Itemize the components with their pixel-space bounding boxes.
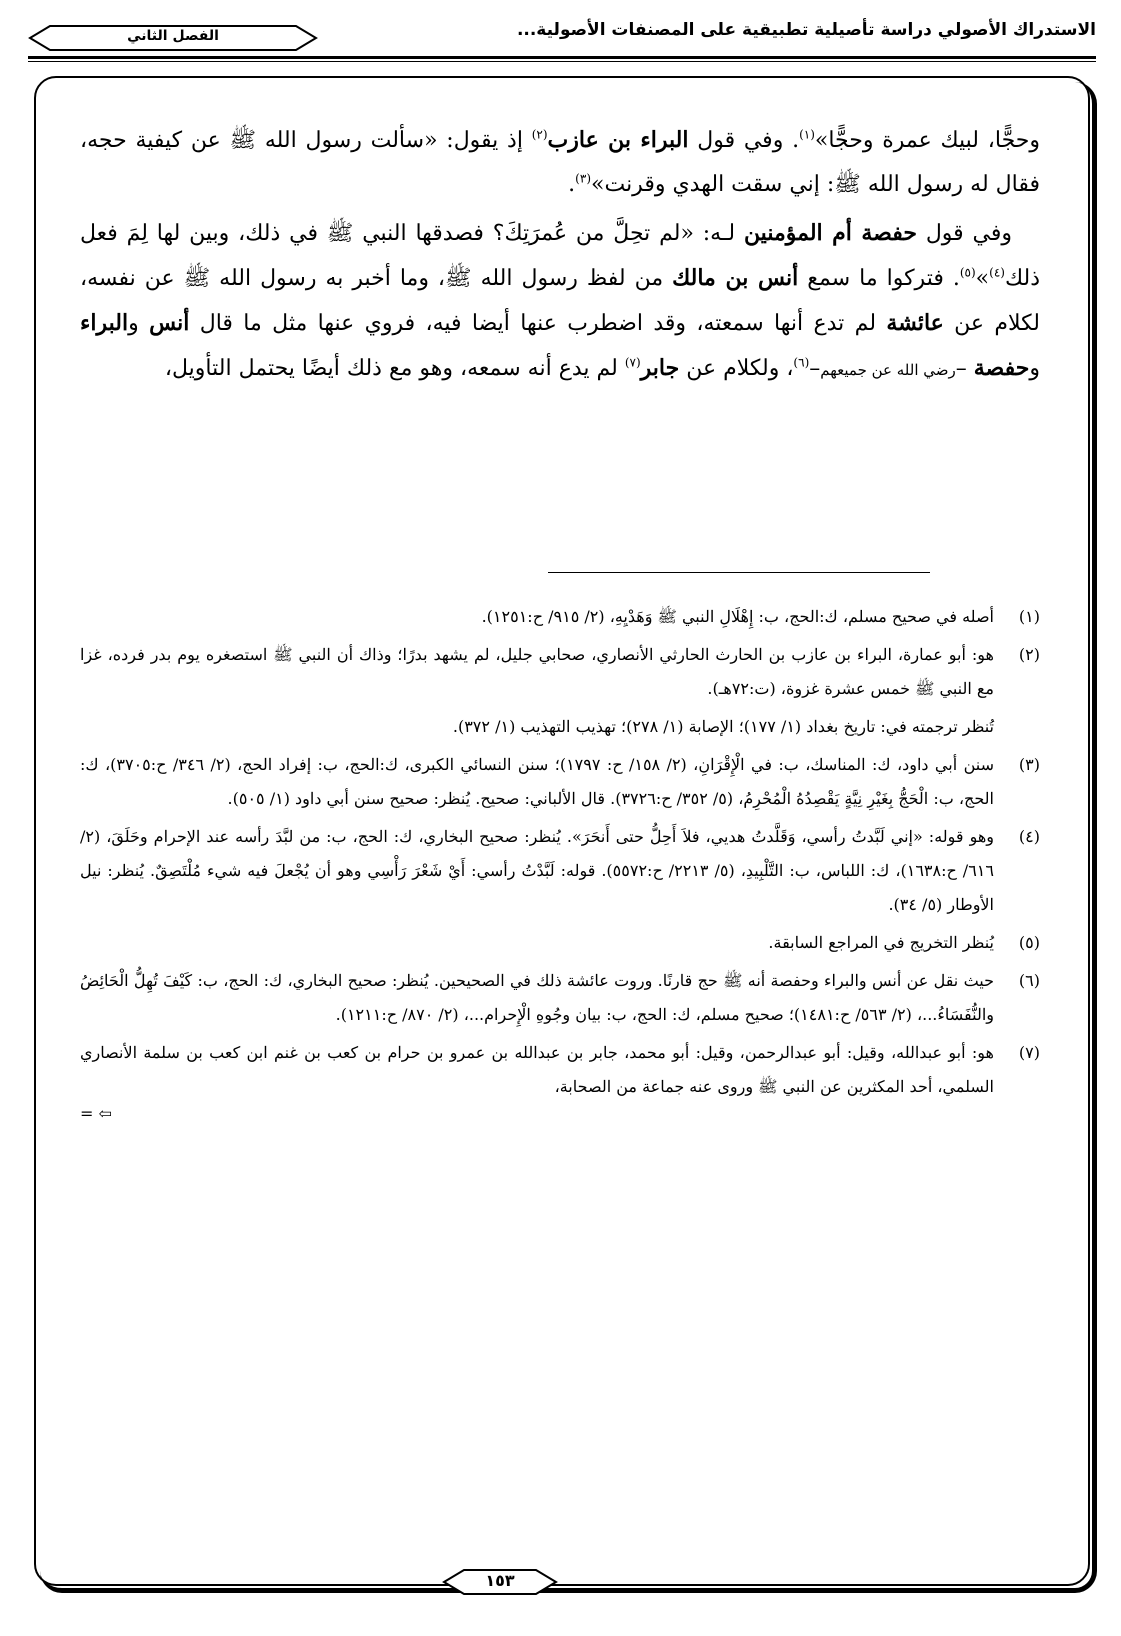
footnote-6 — [80, 964, 1040, 1032]
page-number: ١٥٣ — [485, 1571, 515, 1590]
text-run: لم تدع أنها سمعته، وقد اضطرب عنها أيضا فيه، فروي عنها مثل ما قال — [189, 311, 887, 336]
footnote-number: (٢) — [1018, 645, 1040, 664]
text-run: لم يدع أنه سمعه، وهو مع ذلك أيضًا يحتمل التأويل، — [164, 356, 625, 381]
footnote-text: حيث نقل عن أنس والبراء وحفصة أنه ﷺ حج قارنًا. وروت عائشة ذلك في الصحيحين. يُنظر: صحيح البخاري، ك: الحج، ب: كَيْفَ تُهِلُّ الْحَائِضُ والنُّفَسَاءُ...، (٢/ ٥٦٣/ ح:١٤٨١)؛ صحيح مسلم، ك: الحج، ب: بيان وجُوهِ الْإِحرام...، (٢/ ٨٧٠/ ح:١٢١١). — [80, 971, 994, 1024]
text-run: » — [975, 266, 990, 291]
footnote-ref[interactable]: (٣) — [575, 171, 591, 186]
text-run: إذ يقول: «سألت رسول الله ﷺ عن كيفية حجه، فقال له رسول الله ﷺ: إني سقت الهدي وقرنت» — [80, 128, 1040, 197]
footnote-ref[interactable]: (٤) — [989, 265, 1005, 280]
footnote-4 — [80, 820, 1040, 922]
text-run: ، ولكلام عن — [679, 356, 794, 381]
text-run: . وفي قول — [688, 128, 800, 153]
footnote-1 — [80, 600, 1040, 634]
text-run: وحجًّا، لبيك عمرة وحجًّا» — [814, 128, 1040, 153]
honorific: رضي الله عن جميعهم — [820, 361, 956, 379]
footnote-text: يُنظر التخريج في المراجع السابقة. — [768, 933, 994, 952]
footnote-number: (٥) — [1018, 933, 1040, 952]
chapter-label: الفصل الثاني — [127, 28, 219, 44]
footnote-7 — [80, 1036, 1040, 1124]
page-header — [28, 16, 1096, 56]
footnote-number: (١) — [1018, 607, 1040, 626]
chapter-tab — [28, 24, 318, 52]
page-number-badge — [440, 1567, 560, 1597]
name-highlight: أنس — [149, 310, 190, 336]
footnote-number: (٧) — [1018, 1043, 1040, 1062]
name-highlight: حفصة — [973, 355, 1030, 381]
text-run: – — [809, 356, 821, 381]
footnote-text: هو: أبو عبدالله، وقيل: أبو عبدالرحمن، وقيل: أبو محمد، جابر بن عبدالله بن عمرو بن حرام بن كعب بن غنم ابن كعب بن سلمة الأنصاري السلمي، أحد المكثرين عن النبي ﷺ وروى عنه جماعة من الصحابة، — [80, 1043, 994, 1096]
name-highlight: البراء بن عازب — [547, 127, 689, 153]
running-title: الاستدراك الأصولي دراسة تأصيلية تطبيقية على المصنفات الأصولية... — [516, 20, 1096, 40]
name-highlight: البراء — [80, 310, 129, 336]
text-run: وفي قول — [916, 221, 1012, 246]
footnote-ref[interactable]: (٢) — [531, 127, 548, 142]
text-run: و — [1029, 356, 1040, 381]
footnote-3 — [80, 748, 1040, 816]
text-run: و — [128, 311, 150, 336]
footnote-number: (٤) — [1018, 827, 1040, 846]
name-highlight: أنس بن مالك — [672, 265, 799, 291]
footnote-ref[interactable]: (١) — [799, 127, 815, 142]
footnote-2 — [80, 638, 1040, 744]
footnote-text: تُنظر ترجمته في: تاريخ بغداد (١/ ١٧٧)؛ الإصابة (١/ ٢٧٨)؛ تهذيب التهذيب (١/ ٣٧٢). — [452, 717, 994, 736]
text-run: – — [955, 356, 974, 381]
name-highlight: جابر — [640, 355, 680, 381]
name-highlight: حفصة أم المؤمنين — [743, 220, 917, 246]
footnote-5 — [80, 926, 1040, 960]
text-run: لـه: «لم تحِلَّ من عُمرَتِكَ؟ فصدقها النبي ﷺ في ذلك، وبين لها لِمَ فعل ذلك — [80, 221, 1041, 291]
footnote-number: (٦) — [1018, 971, 1040, 990]
paragraph-2 — [80, 211, 1040, 392]
text-run: من لفظ رسول الله ﷺ، وما أخبر به رسول الله ﷺ عن نفسه، لكلام عن — [80, 266, 1040, 336]
footnote-text: أصله في صحيح مسلم، ك:الحج، ب: إِهْلَالِ النبي ﷺ وَهَدْيِهِ، (٢/ ٩١٥/ ح:١٢٥١). — [481, 607, 994, 626]
footnote-ref[interactable]: (٥) — [959, 265, 976, 280]
footnote-ref[interactable]: (٧) — [624, 355, 641, 370]
text-run: . فتركوا ما سمع — [798, 266, 960, 291]
header-rule — [28, 56, 1096, 59]
main-text — [80, 118, 1040, 396]
footnote-ref[interactable]: (٦) — [793, 355, 810, 370]
paragraph-1 — [80, 118, 1040, 207]
footnote-text: هو: أبو عمارة، البراء بن عازب بن الحارث الحارثي الأنصاري، صحابي جليل، لم يشهد بدرًا؛ وذاك أن النبي ﷺ استصغره يوم بدر فرده، غزا مع النبي ﷺ خمس عشرة غزوة، (ت:٧٢هـ). — [80, 645, 994, 698]
continue-arrow-icon: = ⇦ — [80, 1104, 112, 1123]
footnote-separator — [548, 572, 930, 573]
footnotes — [80, 600, 1040, 1128]
header-rule-thin — [28, 61, 1096, 62]
text-run: . — [568, 172, 576, 197]
footnote-text: وهو قوله: «إني لَبَّدتُ رأسي، وَقَلَّدتُ هديي، فلاَ أَحِلُّ حتى أَنحَرَ». يُنظر: صحيح البخاري، ك: الحج، ب: من لبَّدَ رأسه عند الإحرام وحَلَقَ، (٢/ ٦١٦/ ح:١٦٣٨)، ك: اللباس، ب: التَّلْبِيدِ، (٥/ ٢٢١٣/ ح:٥٥٧٢). قوله: لَبَّدْتُ رأسي: أَيْ شَعْرَ رَأْسِي وهو أن يُجْعلَ فيه شيء مُلْتَصِقٌ. يُنظر: نيل الأوطار (٥/ ٣٤). — [80, 827, 995, 914]
footnote-text: سنن أبي داود، ك: المناسك، ب: في الْإِقْرَانِ، (٢/ ١٥٨/ ح: ١٧٩٧)؛ سنن النسائي الكبرى، ك:الحج، ب: إفراد الحج، (٢/ ٣٤٦/ ح:٣٧٠٥)، ك: الحج، ب: الْحَجُّ بِغَيْرِ نِيَّةٍ يَقْصِدُهُ الْمُحْرِمُ، (٥/ ٣٥٢/ ح:٣٧٢٦). قال الألباني: صحيح. يُنظر: صحيح سنن أبي داود (١/ ٥٠٥). — [80, 755, 994, 808]
name-highlight: عائشة — [886, 310, 944, 336]
footnote-number: (٣) — [1018, 755, 1040, 774]
